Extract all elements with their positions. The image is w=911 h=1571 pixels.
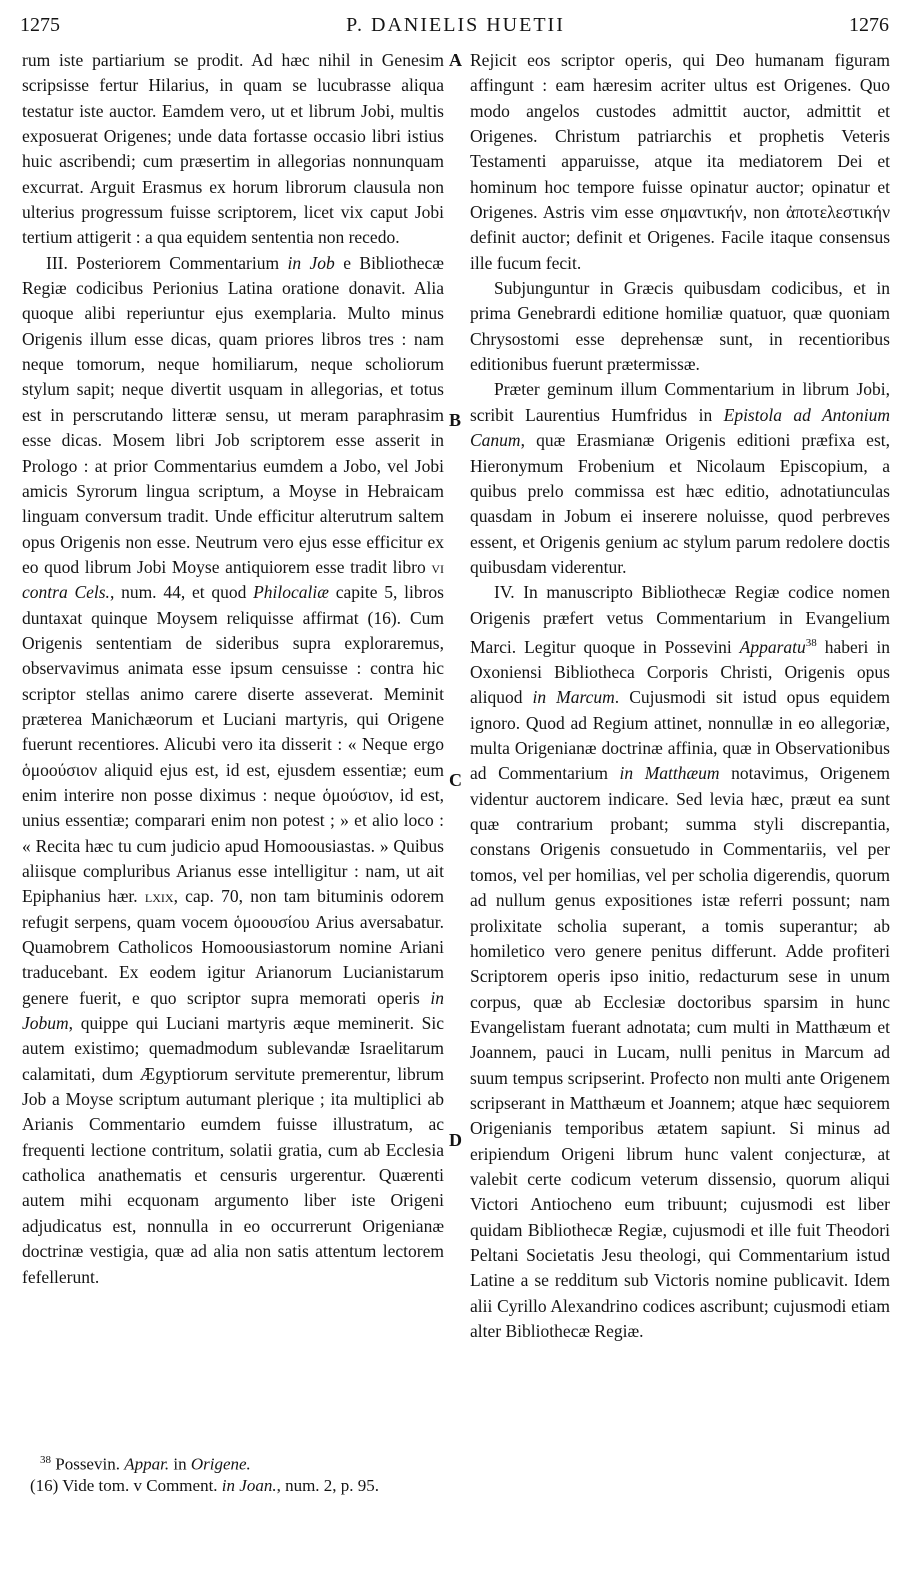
left-paragraph-2: III. Posteriorem Commentarium in Job e Bibliothecæ Regiæ codicibus Perionius Latina oratione donavit. Alia quoque alibi reperiuntur ejus exemplaria. Multo minus Origenis illum esse dicas, quam priores libros tres : nam neque tomorum, neque homiliarum, neque scholiorum stylum sapit; neque divertit usquam in allegorias, et totus est in perscrutando litteræ sensu, ut meram paraphrasim esse dicas. Mosem libri Job scriptorem esse asserit in Prologo : at prior Commentarius eumdem a Jobo, vel Jobi amicis Syrorum lingua scriptum, a Moyse in Hebraicam linguam conversum tradit. Unde efficitur alterutrum saltem opus Origenis non esse. Neutrum vero ejus esse efficitur ex eo quod librum Jobi Moyse antiquiorem esse tradit libro vi contra Cels., num. 44, et quod Philocaliæ capite 5, libros duntaxat quinque Moysem reliquisse affirmat (16). Cum Origenis sententiam de sideribus supra exploraremus, observavimus animata esse ipsum censuisse : contra hic scriptor stellas animo carere diserte asseverat. Meminit præterea Manichæorum et Luciani martyris, qui Origene fuerunt recentiores. Alicubi vero ita disserit : « Neque ergo ὁμοούσιον aliquid ejus est, id est, ejusdem essentiæ; eum enim interire non posse diximus : neque ὁμούσιον, id est, unius essentiæ; comparari enim non potest ; » et alio loco : « Recita hæc tu cum judicio apud Homoousiastas. » Quibus aliisque compluribus Arianus esse intelligitur : nam, ut ait Epiphanius hær. lxix, cap. 70, non tam bituminis odorem refugit serpens, quam vocem ὁμοουσίου Arius aversabatur. Quamobrem Catholicos Homoousiastorum nomine Ariani traducebant. Ex eodem igitur Arianorum Lucianistarum genere fuerit, e quo scriptor supra memorati operis in Jobum, quippe qui Luciani martyris æque meminerit. Sic autem existimo; quemadmodum sublevandæ Israelitarum calamitati, dum Ægyptiorum servitute premerentur, librum Job a Moyse scriptum autumant plerique ; ita multiplici ab Arianis Commentario eumdem fuisse illustratum, ac frequenti lectione contritum, solatii gratia, cum ab Ecclesia catholica anathematis et censuris urgerentur. Quærenti autem mihi ecquonam argumento liber iste Origeni adjudicatus est, nonnulla in eo occurrerunt Origenianæ doctrinæ vestigia, quæ ad alia non satis attentum lectorem fefellerunt. (22, 252, 444, 1287)
right-paragraph-2: Subjunguntur in Græcis quibusdam codicibus, et in prima Genebrardi editione homiliæ quatuor, quæ quoniam Chrysostomi esse deprehensæ sunt, in recentioribus editionibus fuerunt prætermissæ. (470, 278, 890, 375)
right-paragraph-3: Præter geminum illum Commentarium in librum Jobi, scribit Laurentius Humfridus in Epistola ad Antonium Canum, quæ Erasmianæ Origenis editioni præfixa est, Hieronymum Frobenium et Nicolaum Episcopium, a quibus prelo commissa est hæc editio, adnotatiunculas quasdam in Jobum ei inserere noluisse, quod perbreves essent, et Origenis genium ac stylum parum redolere doctis quibusdam viderentur. (470, 379, 890, 577)
margin-marker-a: A (449, 50, 462, 70)
footnote-16: (16) Vide tom. v Comment. in Joan., num. 2, p. 95. (30, 1476, 380, 1495)
right-column (470, 48, 890, 1344)
page-number-left: 1275 (20, 14, 60, 36)
margin-marker-c: C (449, 770, 462, 790)
running-header (0, 12, 911, 42)
margin-marker-d: D (449, 1130, 462, 1150)
left-paragraph-1: rum iste partiarium se prodit. Ad hæc nihil in Genesim scripsisse fertur Hilarius, in quam se lucubrasse aliqua testatur iste auctor. Eamdem vero, ut et librum Jobi, multis exposuerat Origenes; unde data fortasse occasio libri istius huic ascribendi; cum præsertim in allegorias nonnunquam excurrat. Arguit Erasmus ex horum librorum clausula non ulterius progressum fuisse scriptorem, licet vix caput Jobi tertium attigerit : a qua equidem sententia non recedo. (22, 50, 444, 248)
right-paragraph-1: Rejicit eos scriptor operis, qui Deo humanam figuram affingunt : eam hæresim acriter ultus est Origenes. Quo modo angelos custodes admittit auctor, admittit et Origenes. Christum patriarchis et prophetis Veteris Testamenti apparuisse, atque ita mediatorem Dei et hominum hoc tempore fuisse opinatur auctor; opinatur et Origenes. Astris vim esse σημαντικήν, non ἀποτελεστικήν definit auctor; definit et Origenes. Facile itaque consensus ille fucum fecit. (470, 50, 890, 273)
running-title: P. DANIELIS HUETII (346, 14, 565, 36)
left-column (22, 48, 444, 1290)
footnote-38: $^{38}$ Possevin. Appar. in Origene. (40, 1454, 251, 1474)
page-number-right: 1276 (849, 14, 889, 36)
right-paragraph-4: IV. In manuscripto Bibliothecæ Regiæ codice nomen Origenis præfert vetus Commentarium in Evangelium Marci. Legitur quoque in Possevini Apparatu$^{38}$ haberi in Oxoniensi Bibliotheca Corporis Christi, Origenis opus aliquod in Marcum. Cujusmodi sit istud opus equidem ignoro. Quod ad Regium attinet, nonnullæ in eo allegoriæ, multa Origenianæ doctrinæ affinia, quæ in Observationibus ad Commentarium in Matthæum notavimus, Origenem videntur auctorem indicare. Sed levia hæc, præut ea sunt quæ contrarium probant; summa styli discrepantia, constans Origenis consuetudo in Commentariis, vel per tomos, vel per homilias, vel per scholia digerendis, quorum ad nullum genus expositiones istæ referri possunt; nam prolixitate scholia superant, a tomis superantur; ab homiletico vero genere penitus differunt. Adde profiteri Scriptorem operis ipso initio, redacturum sese in unum corpus, quæ ab Ecclesiæ doctoribus sparsim in hunc Evangelistam fuerant adnotata; cum multi in Matthæum et Joannem, pauci in Lucam, nulli penitus in Marcum ad suum tempus scripserint. Profecto non multi ante Origenem scripserant in Matthæum et Joannem; atque hæc sequiorem Origenianis temporibus ætatem sapiunt. Si minus ad eripiendum Origeni librum hunc valent conjecturæ, at valebit certe codicum veterum dissensio, quorum aliqui Victori Antiocheno eum tribuunt; cujusmodi est liber quidam Bibliothecæ Regiæ, cujusmodi et ille fuit Theodori Peltani Societatis Jesu theologi, qui Commentarium istud Latine a se redditum sub Victoris nomine publicavit. Idem alii Cyrillo Alexandrino codices ascribunt; cujusmodi etiam alter Bibliothecæ Regiæ. (470, 582, 890, 1342)
margin-marker-b: B (449, 410, 462, 430)
